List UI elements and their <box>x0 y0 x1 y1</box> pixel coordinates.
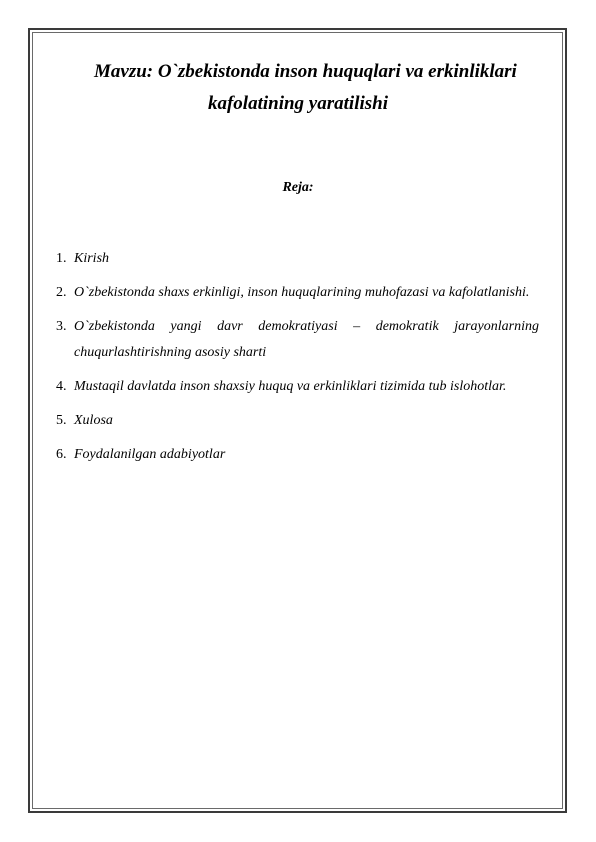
plan-heading: Reja: <box>282 180 314 195</box>
plan-item-number: 2. <box>56 285 67 300</box>
plan-item-number: 6. <box>56 447 67 462</box>
plan-item-number: 4. <box>56 379 67 394</box>
plan-item-number: 1. <box>56 251 67 266</box>
plan-item-text: O`zbekistonda yangi davr demokratiyasi – demokratik jarayonlarning chuqurlashtirishning asosiy sharti <box>74 319 539 360</box>
plan-item-text: Mustaqil davlatda inson shaxsiy huquq va erkinliklari tizimida tub islohotlar. <box>74 379 507 394</box>
plan-item <box>56 408 539 434</box>
plan-item-number: 3. <box>56 319 67 334</box>
plan-item-text: Foydalanilgan adabiyotlar <box>74 447 226 462</box>
plan-item <box>56 442 539 468</box>
plan-item <box>56 246 539 272</box>
plan-item-text: Xulosa <box>74 413 113 428</box>
plan-item <box>56 374 539 400</box>
plan-item-text: Kirish <box>74 251 110 266</box>
plan-item-number: 5. <box>56 413 67 428</box>
plan-list <box>56 246 539 476</box>
plan-item-text: O`zbekistonda shaxs erkinligi, inson huquqlarining muhofazasi va kafolatlanishi. <box>74 285 530 300</box>
document-title-line-2: kafolatining yaratilishi <box>207 93 388 114</box>
plan-item <box>56 280 539 306</box>
document-title-line-1: Mavzu: O`zbekistonda inson huquqlari va erkinliklari <box>94 61 517 82</box>
plan-item <box>56 314 539 366</box>
